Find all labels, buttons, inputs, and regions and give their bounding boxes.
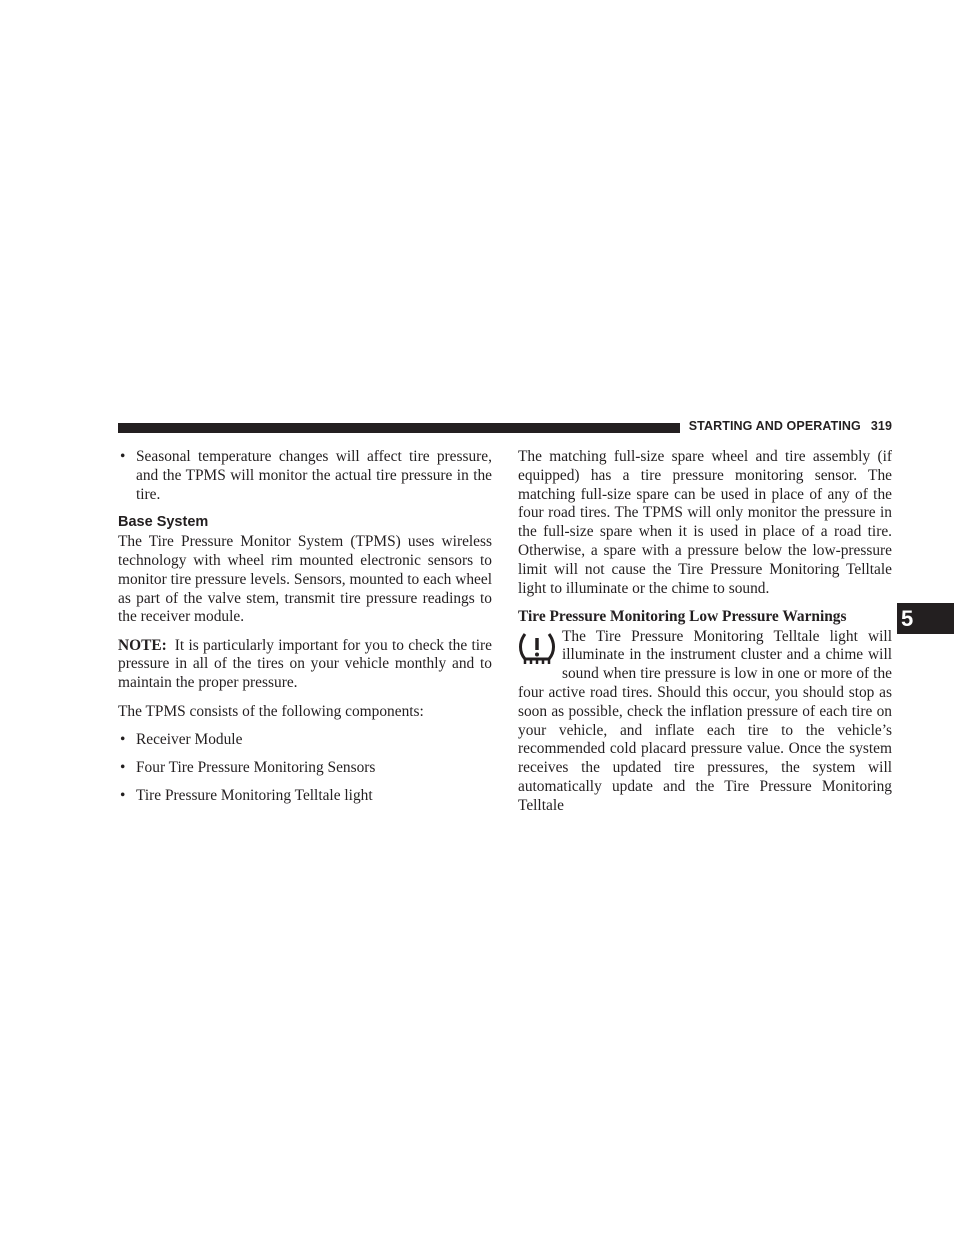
body-paragraph bbox=[518, 628, 892, 816]
running-header bbox=[680, 419, 892, 433]
left-column bbox=[118, 448, 492, 815]
list-item bbox=[118, 759, 492, 778]
list-item bbox=[118, 787, 492, 806]
header-rule bbox=[118, 423, 680, 433]
bullet-dot: • bbox=[120, 730, 126, 748]
body-paragraph: The matching full-size spare wheel and tire assembly (if equipped) has a tire pressure monitoring sensor. The matching full-size spare can be used in place of any of the four road tires. The TPMS will only monitor the pressure in the full-size spare when it is used in place of a road tire. Otherwise, a spare with a pressure below the low-pressure limit will not cause the Tire Pressure Monitoring Telltale light to illuminate or the chime to sound. bbox=[518, 448, 892, 597]
bullet-text: Receiver Module bbox=[136, 730, 243, 748]
tpms-warning-icon bbox=[518, 630, 556, 666]
bullet-dot: • bbox=[120, 758, 126, 776]
right-column bbox=[518, 448, 892, 816]
note-text: It is particularly important for you to check the tire pressure in all of the tires on your vehicle monthly and to maintain the proper pressure. bbox=[118, 636, 492, 692]
note-label: NOTE: bbox=[118, 636, 167, 654]
components-list bbox=[118, 731, 492, 806]
section-title: STARTING AND OPERATING bbox=[688, 419, 861, 433]
chapter-tab: 5 bbox=[897, 603, 954, 634]
warning-text: The Tire Pressure Monitoring Telltale light will illuminate in the instrument cluster and a chime will sound when tire pressure is low in one or more of the four active road tires. Should this occur, you should stop as soon as possible, check the inflation pressure of each tire on your vehicle, and inflate each tire to the vehicle’s recommended cold placard pressure value. Once the system receives the updated tire pressures, the system will automatically update and the Tire Pressure Monitoring Telltale bbox=[518, 627, 892, 814]
bullet-text: Four Tire Pressure Monitoring Sensors bbox=[136, 758, 376, 776]
bullet-text: Seasonal temperature changes will affect tire pressure, and the TPMS will monitor the actual tire pressure in the tire. bbox=[136, 448, 492, 503]
bullet-text: Tire Pressure Monitoring Telltale light bbox=[136, 786, 373, 804]
body-paragraph: The Tire Pressure Monitor System (TPMS) uses wireless technology with wheel rim mounted electronic sensors to monitor tire pressure levels. Sensors, mounted to each wheel as part of the valve stem, transmit tire pressure readings to the receiver module. bbox=[118, 533, 492, 626]
bullet-dot: • bbox=[120, 786, 126, 804]
section-heading: Tire Pressure Monitoring Low Pressure Warnings bbox=[518, 607, 847, 625]
section-heading: Base System bbox=[118, 514, 209, 531]
list-item bbox=[118, 448, 492, 504]
note-paragraph bbox=[118, 637, 492, 693]
page-number: 319 bbox=[870, 419, 892, 433]
components-intro: The TPMS consists of the following components: bbox=[118, 702, 424, 720]
bullet-dot: • bbox=[120, 448, 126, 465]
list-item bbox=[118, 731, 492, 750]
